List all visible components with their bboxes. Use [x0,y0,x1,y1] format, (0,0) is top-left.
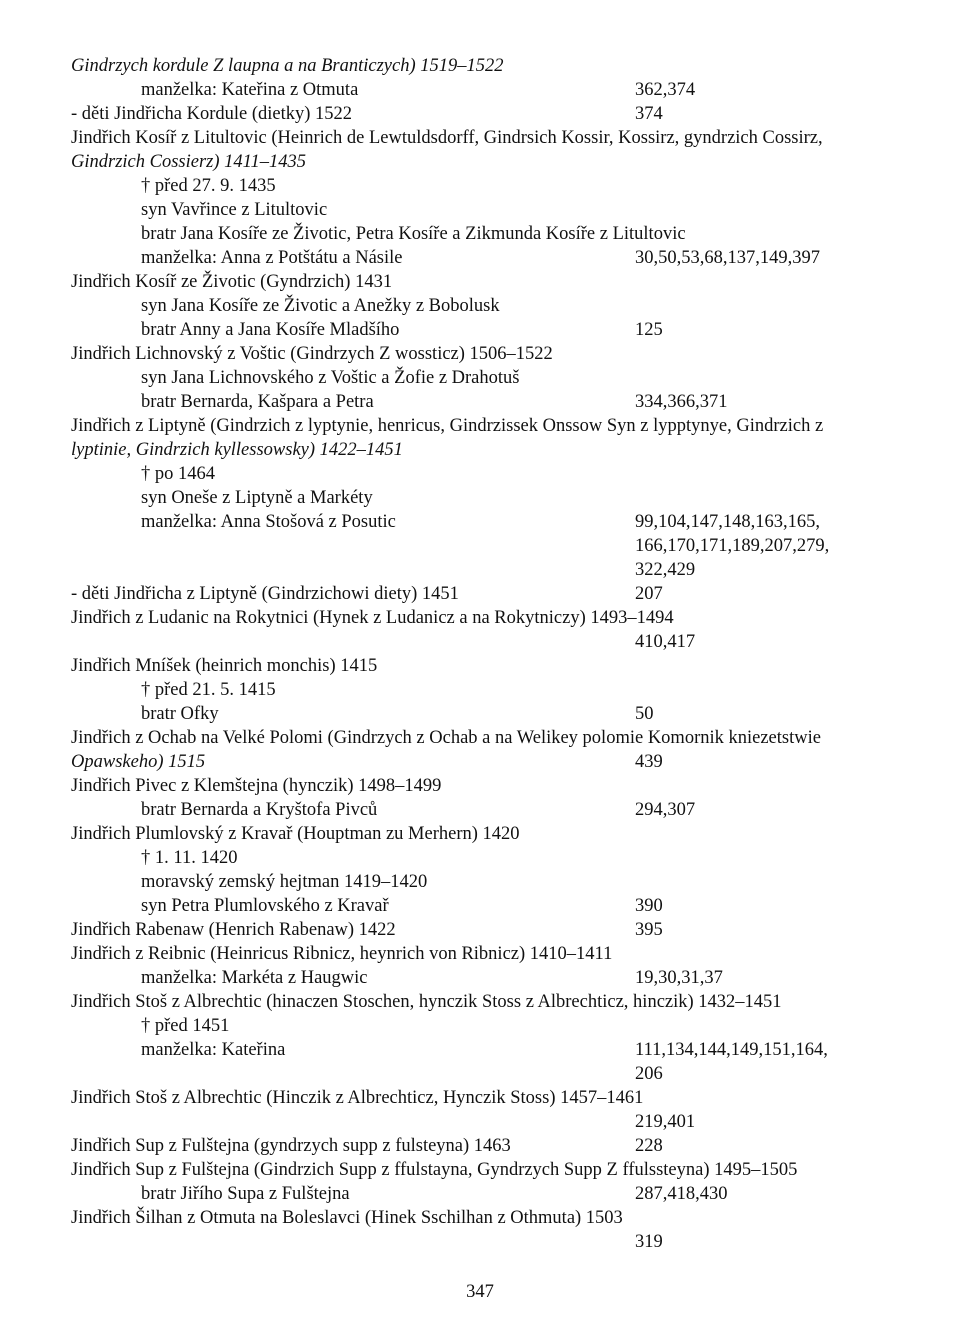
entry-heading: Jindřich z Liptyně (Gindrzich z lyptynie, henricus, Gindrzissek Onssow Syn z lypptynye, Gindrzich z [71,416,824,436]
page-refs: 395 [635,920,663,940]
entry-detail: manželka: Markéta z Haugwic [141,968,368,988]
page-refs-continued: 166,170,171,189,207,279, [635,536,830,556]
page-refs: 228 [635,1136,663,1156]
entry-detail: bratr Anny a Jana Kosíře Mladšího [141,320,400,340]
entry-detail: syn Jana Kosíře ze Životic a Anežky z Bobolusk [141,296,500,316]
entry-heading-continued: lyptinie, Gindrzich kyllessowsky) 1422–1451 [71,440,403,460]
entry-heading: Jindřich z Reibnic (Heinricus Ribnicz, heynrich von Ribnicz) 1410–1411 [71,944,613,964]
entry-heading: Jindřich Lichnovský z Voštic (Gindrzych Z wossticz) 1506–1522 [71,344,553,364]
page-refs: 362,374 [635,80,696,100]
page-refs: 439 [635,752,663,772]
page-refs: 319 [635,1232,663,1252]
entry-detail: bratr Jana Kosíře ze Životic, Petra Kosíře a Zikmunda Kosíře z Litultovic [141,224,686,244]
page-refs: 111,134,144,149,151,164, [635,1040,828,1060]
page-refs: 50 [635,704,654,724]
entry-detail: syn Vavřince z Litultovic [141,200,328,220]
entry-detail: bratr Ofky [141,704,219,724]
entry-heading: Jindřich z Ochab na Velké Polomi (Gindrzych z Ochab a na Welikey polomie Komornik kniezetstwie [71,728,821,748]
entry-detail: syn Petra Plumlovského z Kravař [141,896,389,916]
entry-heading: Jindřich Plumlovský z Kravař (Houptman zu Merhern) 1420 [71,824,520,844]
entry-detail: † před 27. 9. 1435 [141,176,276,196]
page-number: 347 [466,1282,494,1302]
page-refs: 19,30,31,37 [635,968,723,988]
entry-heading: Gindrzych kordule Z laupna a na Branticzych) 1519–1522 [71,56,504,76]
page-refs-continued: 322,429 [635,560,696,580]
page-refs: 374 [635,104,663,124]
entry-heading: Jindřich z Ludanic na Rokytnici (Hynek z Ludanicz a na Rokytniczy) 1493–1494 [71,608,674,628]
entry-heading: Jindřich Sup z Fulštejna (gyndrzych supp z fulsteyna) 1463 [71,1136,511,1156]
entry-detail: bratr Bernarda, Kašpara a Petra [141,392,374,412]
page-refs: 125 [635,320,663,340]
entry-detail: syn Oneše z Liptyně a Markéty [141,488,373,508]
entry-heading: Jindřich Kosíř z Litultovic (Heinrich de Lewtuldsdorff, Gindrsich Kossir, Kossirz, gyndrzich Cossirz, [71,128,823,148]
entry-detail: † po 1464 [141,464,215,484]
entry-heading: Jindřich Pivec z Klemštejna (hynczik) 1498–1499 [71,776,442,796]
entry-detail: manželka: Kateřina [141,1040,286,1060]
entry-detail: manželka: Kateřina z Otmuta [141,80,359,100]
entry-detail: manželka: Anna z Potštátu a Násile [141,248,403,268]
page-refs: 287,418,430 [635,1184,728,1204]
entry-heading-continued: Gindrzich Cossierz) 1411–1435 [71,152,307,172]
entry-heading: Jindřich Rabenaw (Henrich Rabenaw) 1422 [71,920,396,940]
entry-heading: Jindřich Stoš z Albrechtic (Hinczik z Albrechticz, Hynczik Stoss) 1457–1461 [71,1088,644,1108]
page-refs: 334,366,371 [635,392,728,412]
entry-detail: syn Jana Lichnovského z Voštic a Žofie z Drahotuš [141,368,520,388]
page-refs: 294,307 [635,800,696,820]
entry-heading: Jindřich Šilhan z Otmuta na Boleslavci (Hinek Sschilhan z Othmuta) 1503 [71,1208,623,1228]
entry-heading: Jindřich Mníšek (heinrich monchis) 1415 [71,656,378,676]
entry-heading: Jindřich Kosíř ze Životic (Gyndrzich) 1431 [71,272,393,292]
page-refs: 410,417 [635,632,696,652]
page-refs: 219,401 [635,1112,696,1132]
entry-heading: - děti Jindřicha Kordule (dietky) 1522 [71,104,353,124]
entry-detail: moravský zemský hejtman 1419–1420 [141,872,428,892]
entry-detail: † před 21. 5. 1415 [141,680,276,700]
entry-detail: manželka: Anna Stošová z Posutic [141,512,396,532]
page-refs: 30,50,53,68,137,149,397 [635,248,820,268]
entry-heading-continued: Opawskeho) 1515 [71,752,206,772]
page-refs: 390 [635,896,663,916]
page-refs-continued: 206 [635,1064,663,1084]
entry-heading: - děti Jindřicha z Liptyně (Gindrzichowi diety) 1451 [71,584,459,604]
entry-detail: bratr Jiřího Supa z Fulštejna [141,1184,350,1204]
entry-detail: † 1. 11. 1420 [141,848,238,868]
page-refs: 207 [635,584,663,604]
entry-detail: bratr Bernarda a Kryštofa Pivců [141,800,378,820]
entry-detail: † před 1451 [141,1016,230,1036]
entry-heading: Jindřich Sup z Fulštejna (Gindrzich Supp z ffulstayna, Gyndrzych Supp Z ffulssteyna) 1495–1505 [71,1160,798,1180]
page-refs: 99,104,147,148,163,165, [635,512,820,532]
entry-heading: Jindřich Stoš z Albrechtic (hinaczen Stoschen, hynczik Stoss z Albrechticz, hinczik) 1432–1451 [71,992,782,1012]
